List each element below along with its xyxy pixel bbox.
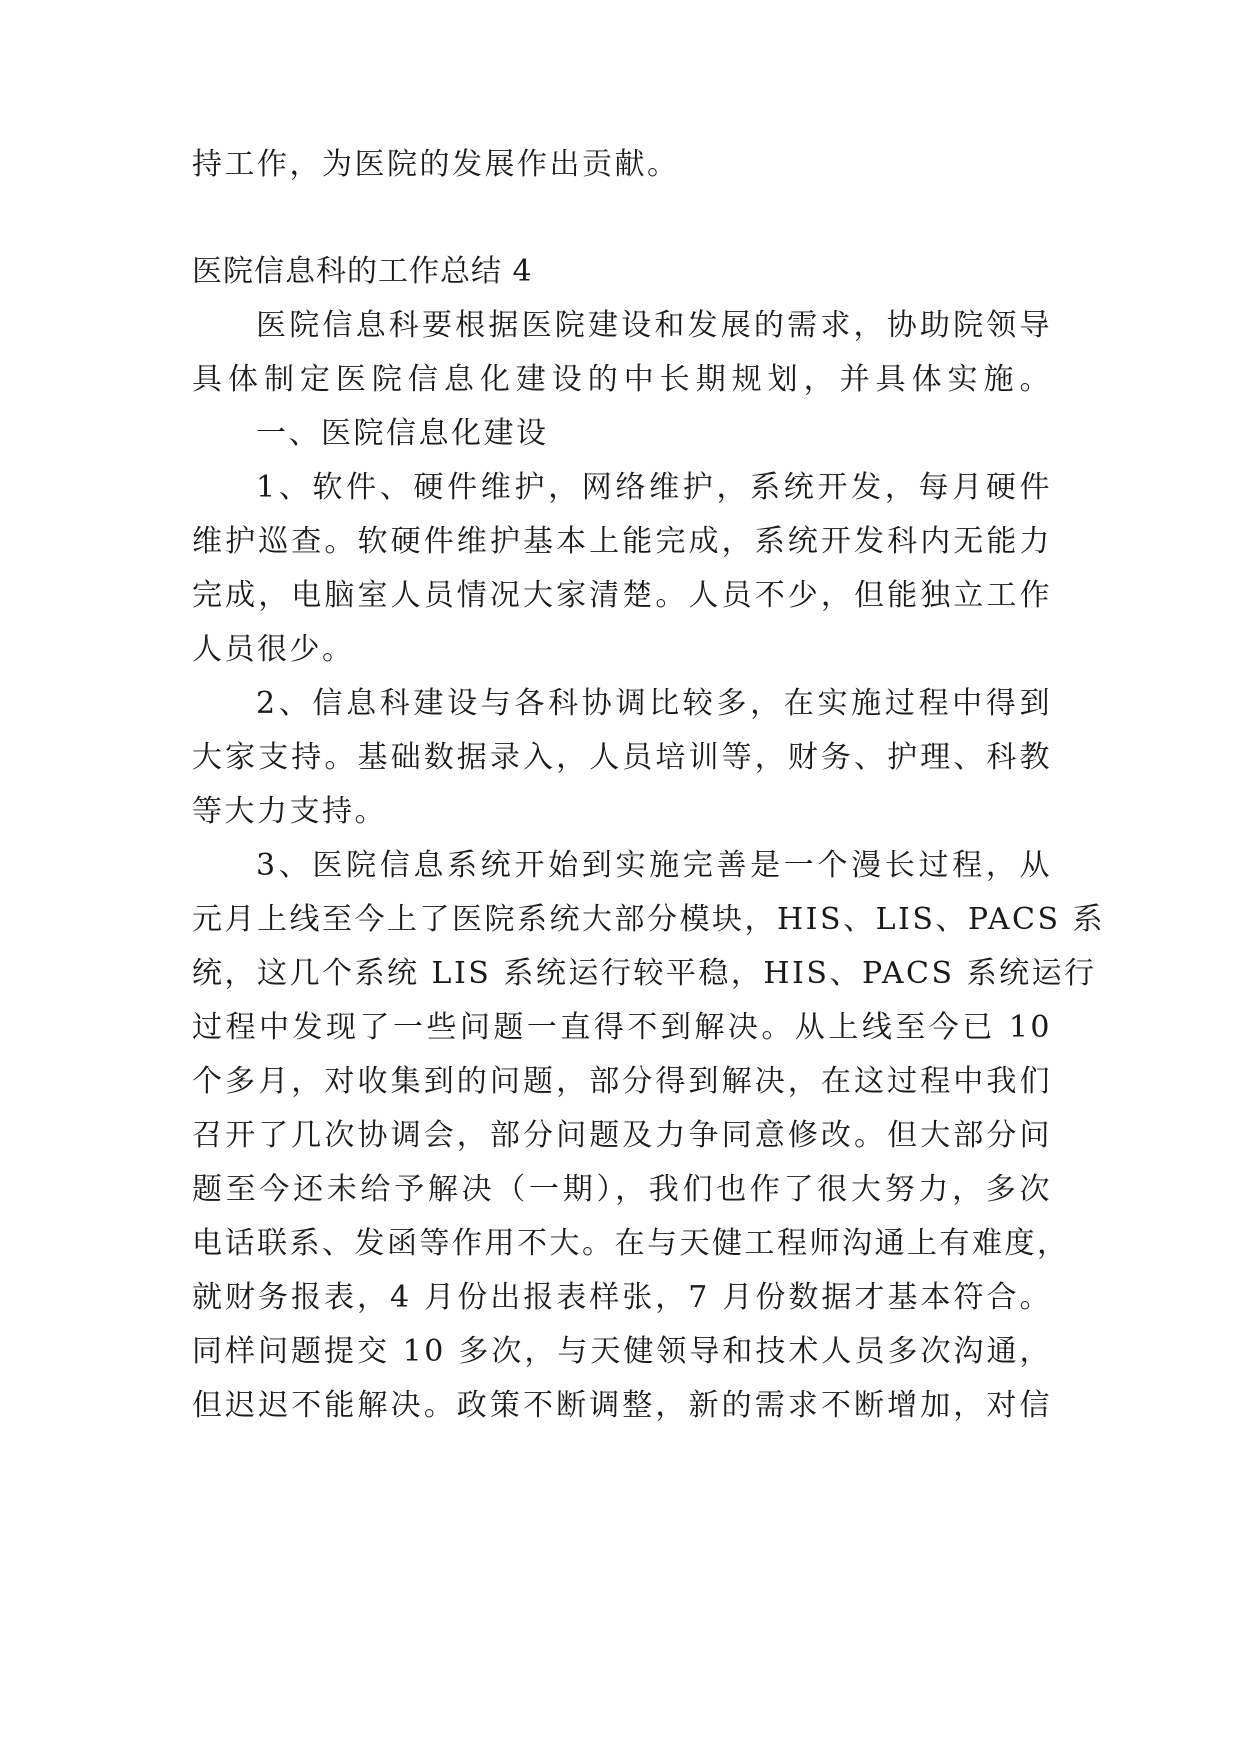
paragraph-line: 同样问题提交 10 多次，与天健领导和技术人员多次沟通， [192, 1334, 1052, 1369]
section-title: 医院信息科的工作总结 4 [192, 254, 533, 289]
paragraph-line: 元月上线至今上了医院系统大部分模块，HIS、LIS、PACS 系 [192, 902, 1106, 937]
section-heading: 一、医院信息化建设 [256, 416, 549, 451]
paragraph-line: 完成，电脑室人员情况大家清楚。人员不少，但能独立工作 [192, 578, 1052, 613]
paragraph-line: 召开了几次协调会，部分问题及力争同意修改。但大部分问 [192, 1118, 1052, 1153]
paragraph-line: 3、医院信息系统开始到实施完善是一个漫长过程，从 [256, 848, 1052, 883]
paragraph-line: 个多月，对收集到的问题，部分得到解决，在这过程中我们 [192, 1064, 1052, 1099]
paragraph-line: 题至今还未给予解决（一期），我们也作了很大努力，多次 [192, 1172, 1052, 1207]
paragraph-line: 统，这几个系统 LIS 系统运行较平稳，HIS、PACS 系统运行 [192, 956, 1097, 991]
paragraph-line: 等大力支持。 [192, 794, 387, 829]
paragraph-line: 2、信息科建设与各科协调比较多，在实施过程中得到 [256, 686, 1052, 721]
paragraph-line: 但迟迟不能解决。政策不断调整，新的需求不断增加，对信 [192, 1388, 1052, 1423]
paragraph-line: 大家支持。基础数据录入，人员培训等，财务、护理、科教 [192, 740, 1052, 775]
paragraph-line: 过程中发现了一些问题一直得不到解决。从上线至今已 10 [192, 1010, 1052, 1045]
paragraph-line: 具体制定医院信息化建设的中长期规划，并具体实施。 [192, 362, 1052, 397]
paragraph-line: 人员很少。 [192, 632, 355, 667]
paragraph-line: 就财务报表，4 月份出报表样张，7 月份数据才基本符合。 [192, 1280, 1052, 1315]
paragraph-line: 电话联系、发函等作用不大。在与天健工程师沟通上有难度， [192, 1226, 1070, 1261]
paragraph-line: 持工作，为医院的发展作出贡献。 [192, 147, 680, 182]
paragraph-line: 维护巡查。软硬件维护基本上能完成，系统开发科内无能力 [192, 524, 1052, 559]
paragraph-line: 医院信息科要根据医院建设和发展的需求，协助院领导 [256, 308, 1052, 343]
paragraph-line: 1、软件、硬件维护，网络维护，系统开发，每月硬件 [256, 470, 1052, 505]
